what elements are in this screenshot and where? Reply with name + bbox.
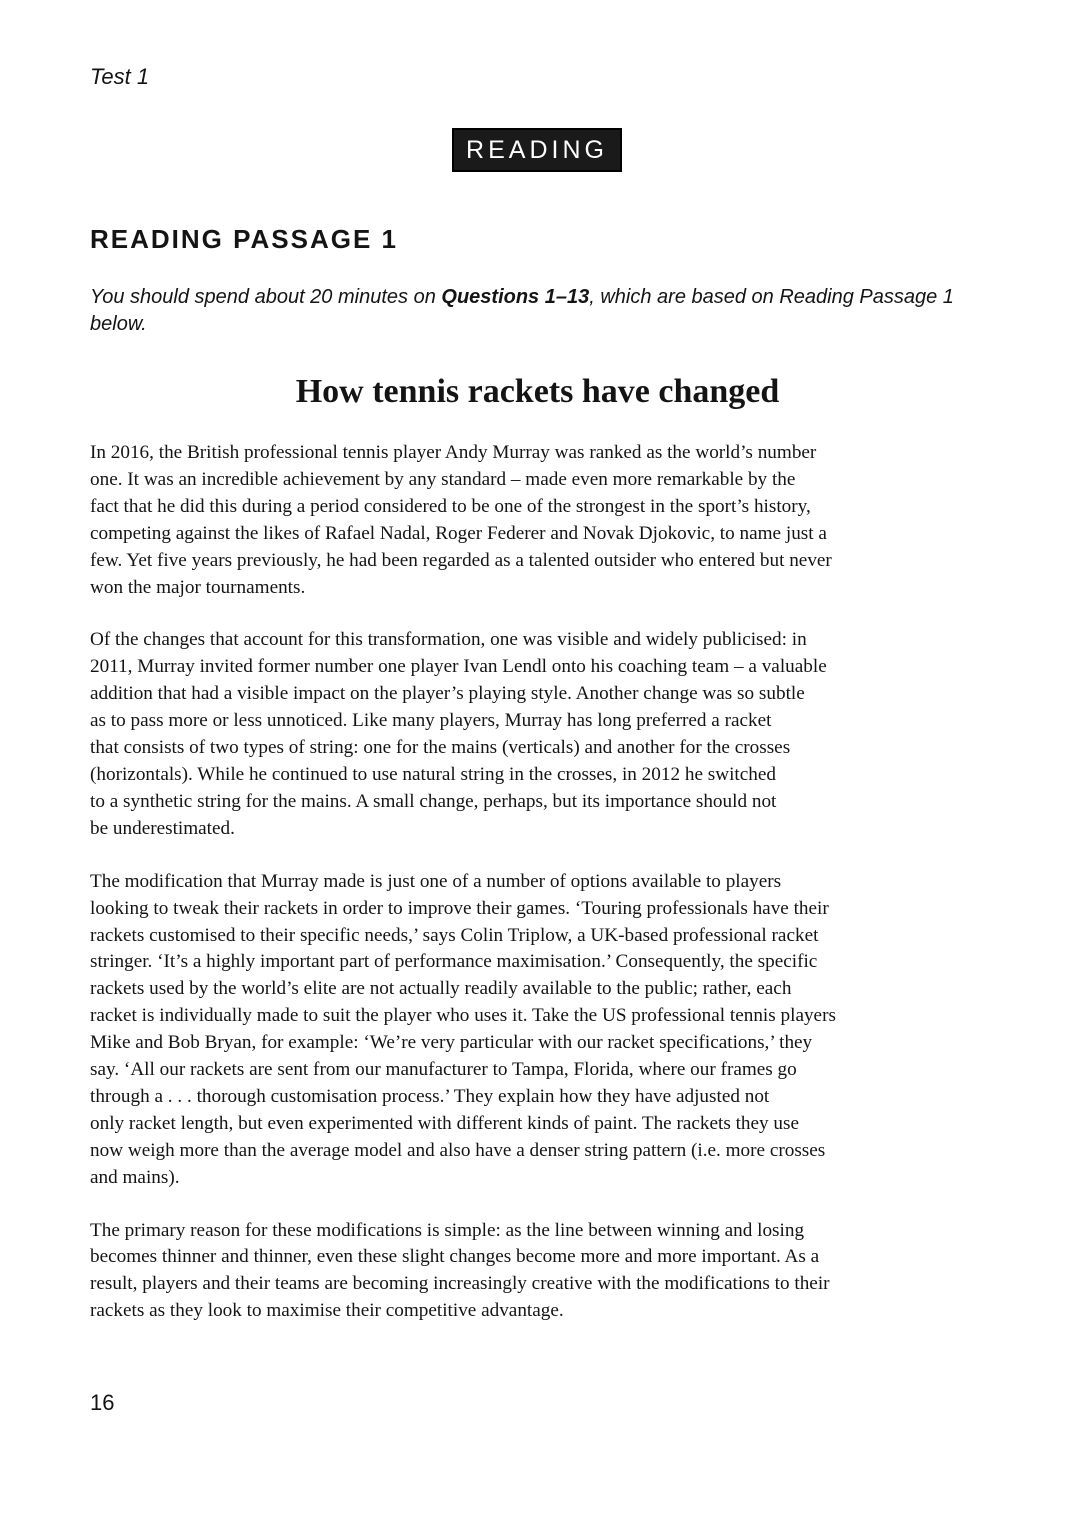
instructions-after: , which are based on Reading Passage 1 below. (90, 286, 954, 335)
paragraph-line: as to pass more or less unnoticed. Like many players, Murray has long preferred a racket (90, 710, 772, 732)
paragraph-line: becomes thinner and thinner, even these slight changes become more and more important. As a (90, 1246, 820, 1268)
article-title: How tennis rackets have changed (295, 373, 780, 410)
paragraph-line: now weigh more than the average model and also have a denser string pattern (i.e. more crosses (90, 1139, 826, 1161)
paragraph-line: one. It was an incredible achievement by any standard – made even more remarkable by the (90, 468, 796, 490)
page-number: 16 (90, 1390, 115, 1415)
paragraph-line: stringer. ‘It’s a highly important part of performance maximisation.’ Consequently, the specific (90, 951, 818, 973)
paragraph-line: and mains). (90, 1166, 180, 1188)
paragraph-line: addition that had a visible impact on the player’s playing style. Another change was so subtle (90, 683, 805, 705)
paragraph-line: few. Yet five years previously, he had been regarded as a talented outsider who entered but never (90, 549, 832, 571)
paragraph-line: that consists of two types of string: one for the mains (verticals) and another for the crosses (90, 737, 791, 759)
paragraph-line: be underestimated. (90, 817, 235, 839)
paragraph-line: 2011, Murray invited former number one player Ivan Lendl onto his coaching team – a valuable (90, 656, 827, 678)
passage-instructions (90, 284, 990, 338)
paragraph-line: In 2016, the British professional tennis player Andy Murray was ranked as the world’s number (90, 442, 817, 463)
paragraph-line: rackets used by the world’s elite are not actually readily available to the public; rather, each (90, 978, 792, 1000)
section-badge (452, 128, 622, 172)
paragraph-line: result, players and their teams are becoming increasingly creative with the modifications to their (90, 1273, 830, 1295)
paragraph-line: The primary reason for these modifications is simple: as the line between winning and losing (90, 1219, 805, 1241)
paragraph-line: Mike and Bob Bryan, for example: ‘We’re very particular with our racket specifications,’ they (90, 1032, 813, 1054)
paragraph-line: only racket length, but even experimented with different kinds of paint. The rackets they use (90, 1112, 800, 1134)
section-badge-label: READING (466, 135, 608, 164)
paragraph-line: competing against the likes of Rafael Nadal, Roger Federer and Novak Djokovic, to name just a (90, 522, 827, 544)
paragraph-3 (90, 869, 985, 1192)
paragraph-line: through a . . . thorough customisation process.’ They explain how they have adjusted not (90, 1085, 770, 1107)
paragraph-2 (90, 627, 985, 842)
passage-heading: READING PASSAGE 1 (90, 224, 399, 254)
paragraph-line: rackets as they look to maximise their competitive advantage. (90, 1300, 564, 1322)
paragraph-4 (90, 1218, 985, 1326)
paragraph-line: (horizontals). While he continued to use natural string in the crosses, in 2012 he switched (90, 763, 776, 785)
running-head: Test 1 (90, 64, 150, 89)
paragraph-line: won the major tournaments. (90, 576, 306, 598)
paragraph-line: The modification that Murray made is just one of a number of options available to players (90, 870, 782, 892)
paragraph-line: Of the changes that account for this transformation, one was visible and widely publicised: in (90, 629, 807, 651)
instructions-questions: Questions 1–13 (441, 286, 590, 308)
paragraph-line: to a synthetic string for the mains. A small change, perhaps, but its importance should not (90, 790, 777, 812)
paragraph-line: fact that he did this during a period considered to be one of the strongest in the sport’s history, (90, 495, 811, 517)
paragraph-line: rackets customised to their specific needs,’ says Colin Triplow, a UK-based professional racket (90, 924, 819, 946)
paragraph-line: racket is individually made to suit the player who uses it. Take the US professional tennis players (90, 1005, 836, 1027)
instructions-before: You should spend about 20 minutes on (90, 286, 442, 308)
paragraph-line: looking to tweak their rackets in order to improve their games. ‘Touring professionals have their (90, 897, 829, 919)
paragraph-line: say. ‘All our rackets are sent from our manufacturer to Tampa, Florida, where our frames go (90, 1059, 797, 1081)
paragraph-1 (90, 440, 985, 601)
article-body (90, 440, 985, 1325)
